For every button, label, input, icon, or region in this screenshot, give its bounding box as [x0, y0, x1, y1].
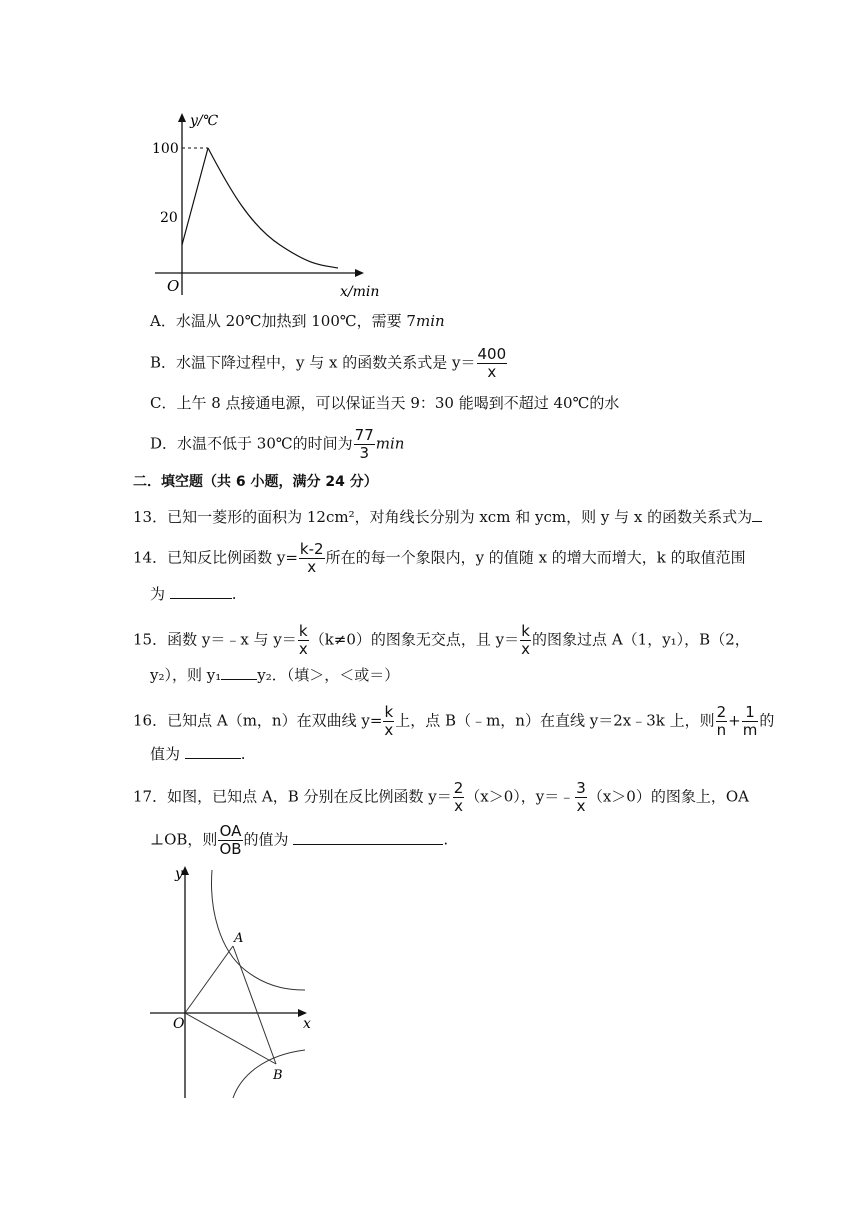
segment-oa [185, 946, 233, 1013]
fraction-denominator: 3 [359, 444, 369, 462]
curve-upper [212, 870, 305, 990]
option-b [150, 346, 508, 381]
origin-label: O [173, 1016, 185, 1032]
question-17-mid: （x＞0），y＝﹣ [465, 787, 575, 806]
question-16-pre: 16．已知点 A（m，n）在双曲线 y= [133, 711, 383, 730]
answer-blank[interactable] [293, 829, 443, 845]
y-axis-arrow [178, 113, 186, 122]
option-c [150, 392, 619, 414]
y-axis-label: y/℃ [190, 113, 219, 129]
heating-line [182, 148, 208, 245]
question-17-line2-pre: ⊥OB，则 [150, 830, 218, 849]
question-16-mid: 上，点 B（﹣m，n）在直线 y＝2x﹣3k 上，则 [395, 711, 715, 730]
answer-blank[interactable] [752, 506, 762, 522]
question-17-fraction-2 [575, 780, 587, 815]
point-a-label: A [234, 931, 244, 946]
option-d-unit: min [375, 434, 405, 453]
question-16-fraction-3 [742, 704, 759, 739]
fraction-numerator: k-2 [299, 540, 324, 558]
fraction-numerator: 2 [453, 779, 464, 797]
fraction-denominator: n [716, 721, 727, 739]
fraction-numerator: k [298, 622, 308, 640]
fraction-numerator: 77 [354, 426, 374, 444]
fraction-denominator: m [742, 721, 758, 739]
option-a-text: A．水温从 20℃加热到 100℃，需要 7 [150, 312, 416, 330]
question-15-pre: 15．函数 y＝﹣x 与 y＝ [133, 630, 297, 649]
question-17-line2-post: 的值为 [243, 830, 289, 849]
question-17-fraction-1 [453, 780, 465, 815]
option-d [150, 427, 404, 462]
question-16-fraction-2 [716, 704, 728, 739]
question-13-text: 13．已知一菱形的面积为 12cm²，对角线长分别为 xcm 和 ycm，则 y 与 x 的函数关系式为 [133, 508, 753, 526]
question-13 [133, 506, 762, 528]
fraction-denominator: x [521, 640, 531, 658]
section-heading [133, 471, 378, 493]
tick-label-20: 20 [160, 210, 178, 226]
segment-ob [185, 1013, 276, 1064]
question-15-line2 [150, 664, 399, 686]
fraction-denominator: x [384, 721, 394, 739]
temperature-graph [150, 105, 380, 300]
question-17-end: . [443, 830, 449, 849]
tick-label-100: 100 [152, 141, 179, 157]
question-16-line2 [150, 743, 246, 765]
fraction-denominator: x [454, 797, 463, 815]
question-16-post: 的 [759, 711, 775, 730]
fraction-denominator: OB [219, 840, 242, 858]
point-b-label: B [273, 1068, 283, 1083]
origin-label: O [167, 277, 180, 295]
question-16-end: . [240, 745, 246, 763]
answer-blank[interactable] [185, 743, 241, 759]
option-d-text: D．水温不低于 30℃的时间为 [150, 434, 353, 453]
question-14-pre: 14．已知反比例函数 y= [133, 548, 298, 567]
question-15-post: 的图象过点 A（1，y₁），B（2， [532, 630, 750, 649]
option-b-fraction [477, 346, 508, 381]
perpendicular-graph [145, 860, 325, 1100]
question-15-mid: （k≠0）的图象无交点，且 y＝ [309, 630, 520, 649]
option-a [150, 310, 445, 332]
question-17-line2 [150, 823, 448, 858]
option-a-unit: min [415, 312, 445, 330]
option-b-text: B．水温下降过程中，y 与 x 的函数关系式是 y＝ [150, 353, 476, 372]
x-axis-label: x/min [340, 284, 380, 300]
curve-lower [233, 1050, 305, 1098]
fraction-numerator: 400 [477, 345, 507, 363]
y-axis-label: y [175, 866, 183, 882]
fraction-denominator: x [487, 363, 497, 381]
fraction-denominator: x [298, 640, 308, 658]
question-14 [133, 541, 746, 576]
cooling-curve [208, 148, 338, 268]
fraction-numerator: 3 [576, 779, 586, 797]
answer-blank[interactable] [170, 583, 232, 599]
question-14-end: . [231, 585, 237, 603]
x-axis-label: x [303, 1016, 311, 1032]
question-16-line2-text: 值为 [150, 745, 181, 763]
question-14-fraction [299, 541, 325, 576]
fraction-numerator: OA [219, 822, 242, 840]
question-15-line2-pre: y₂），则 y₁ [150, 666, 222, 684]
x-axis-arrow [355, 269, 364, 277]
option-c-text: C．上午 8 点接通电源，可以保证当天 9：30 能喝到不超过 40℃的水 [150, 394, 620, 412]
fraction-numerator: k [521, 622, 530, 640]
question-15-fraction-2 [520, 623, 531, 658]
fraction-numerator: k [384, 703, 394, 721]
question-17-post: （x＞0）的图象上，OA [587, 787, 749, 806]
question-15-line2-post: y₂．（填＞，＜或＝） [257, 666, 400, 684]
question-16 [133, 704, 774, 739]
fraction-numerator: 1 [742, 704, 759, 722]
fraction-denominator: x [307, 558, 317, 576]
option-d-fraction [354, 427, 375, 462]
question-16-fraction-1 [383, 704, 394, 739]
fraction-numerator: 2 [716, 703, 727, 721]
fraction-denominator: x [576, 797, 586, 815]
question-17-pre: 17．如图，已知点 A，B 分别在反比例函数 y＝ [133, 787, 452, 806]
question-17-fraction-3 [218, 823, 242, 858]
question-14-line2-text: 为 [150, 585, 166, 603]
section-heading-text: 二．填空题（共 6 小题，满分 24 分） [133, 474, 378, 490]
answer-blank[interactable] [221, 664, 257, 680]
question-15-fraction-1 [298, 623, 309, 658]
question-17 [133, 780, 749, 815]
plus-sign: + [728, 711, 741, 730]
question-15 [133, 623, 750, 658]
question-14-line2 [150, 583, 237, 605]
segment-ab [233, 946, 276, 1064]
question-14-post: 所在的每一个象限内，y 的值随 x 的增大而增大，k 的取值范围 [325, 548, 746, 567]
